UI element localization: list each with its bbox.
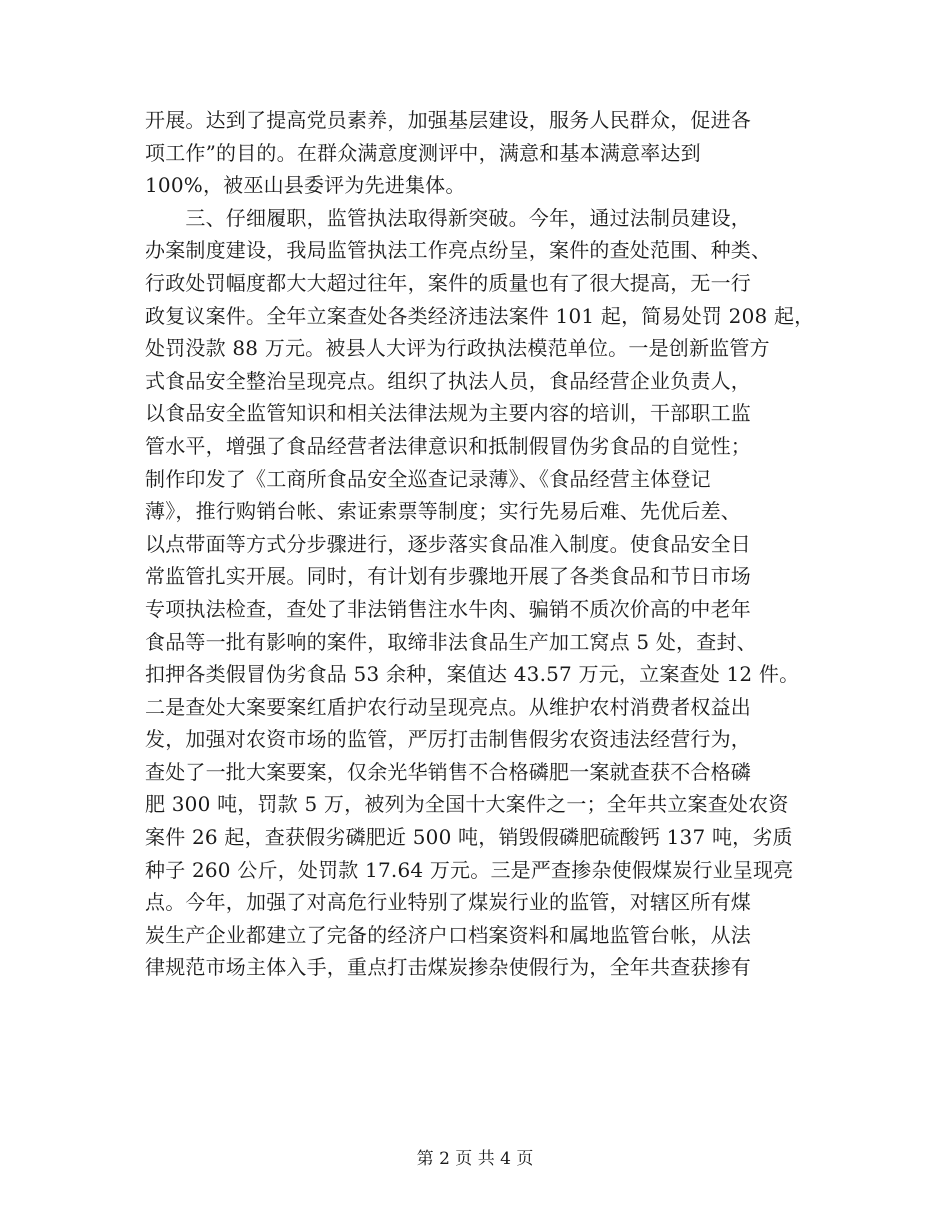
text-line: 处罚没款 88 万元。被县人大评为行政执法模范单位。一是创新监管方 bbox=[145, 336, 770, 361]
text-line: 100%，被巫山县委评为先进集体。 bbox=[145, 173, 466, 198]
text-line: 式食品安全整治呈现亮点。组织了执法人员，食品经营企业负责人， bbox=[145, 368, 751, 393]
page-number: 第 2 页 共 4 页 bbox=[416, 1149, 534, 1169]
text-line: 炭生产企业都建立了完备的经济户口档案资料和属地监管台帐，从法 bbox=[145, 922, 751, 947]
page-footer bbox=[0, 1148, 950, 1170]
text-line: 办案制度建设，我局监管执法工作亮点纷呈，案件的查处范围、种类、 bbox=[145, 238, 772, 263]
text-line: 案件 26 起，查获假劣磷肥近 500 吨，销毁假磷肥硫酸钙 137 吨，劣质 bbox=[145, 825, 793, 850]
text-line: 扣押各类假冒伪劣食品 53 余种，案值达 43.57 万元，立案查处 12 件。 bbox=[145, 662, 800, 687]
text-line: 管水平，增强了食品经营者法律意识和抵制假冒伪劣食品的自觉性； bbox=[145, 433, 751, 458]
text-line: 二是查处大案要案红盾护农行动呈现亮点。从维护农村消费者权益出 bbox=[145, 694, 751, 719]
text-line: 种子 260 公斤，处罚款 17.64 万元。三是严查掺杂使假煤炭行业呈现亮 bbox=[145, 857, 794, 882]
text-line: 律规范市场主体入手，重点打击煤炭掺杂使假行为，全年共查获掺有 bbox=[145, 955, 751, 980]
text-line: 以点带面等方式分步骤进行，逐步落实食品准入制度。使食品安全日 bbox=[145, 531, 751, 556]
text-line: 三、仔细履职，监管执法取得新突破。今年，通过法制员建设， bbox=[145, 205, 751, 230]
text-line: 发，加强对农资市场的监管，严厉打击制售假劣农资违法经营行为， bbox=[145, 727, 751, 752]
text-line: 点。今年，加强了对高危行业特别了煤炭行业的监管，对辖区所有煤 bbox=[145, 890, 751, 915]
body-text bbox=[145, 104, 825, 984]
text-line: 肥 300 吨，罚款 5 万，被列为全国十大案件之一；全年共立案查处农资 bbox=[145, 792, 789, 817]
text-line: 查处了一批大案要案，仅余光华销售不合格磷肥一案就查获不合格磷 bbox=[145, 759, 751, 784]
text-line: 制作印发了《工商所食品安全巡查记录薄》、《食品经营主体登记 bbox=[145, 466, 711, 491]
text-line: 开展。达到了提高党员素养，加强基层建设，服务人民群众，促进各 bbox=[145, 108, 751, 132]
text-line: 政复议案件。全年立案查处各类经济违法案件 101 起，简易处罚 208 起， bbox=[145, 303, 815, 328]
text-line: 项工作”的目的。在群众满意度测评中，满意和基本满意率达到 bbox=[145, 140, 701, 165]
text-line: 以食品安全监管知识和相关法律法规为主要内容的培训，干部职工监 bbox=[145, 401, 751, 426]
text-line: 薄》，推行购销台帐、索证索票等制度；实行先易后难、先优后差、 bbox=[145, 499, 741, 524]
text-line: 食品等一批有影响的案件，取缔非法食品生产加工窝点 5 处，查封、 bbox=[145, 629, 757, 654]
text-line: 行政处罚幅度都大大超过往年，案件的质量也有了很大提高，无一行 bbox=[145, 270, 751, 295]
text-line: 常监管扎实开展。同时，有计划有步骤地开展了各类食品和节日市场 bbox=[145, 564, 751, 589]
text-line: 专项执法检查，查处了非法销售注水牛肉、骗销不质次价高的中老年 bbox=[145, 596, 751, 621]
